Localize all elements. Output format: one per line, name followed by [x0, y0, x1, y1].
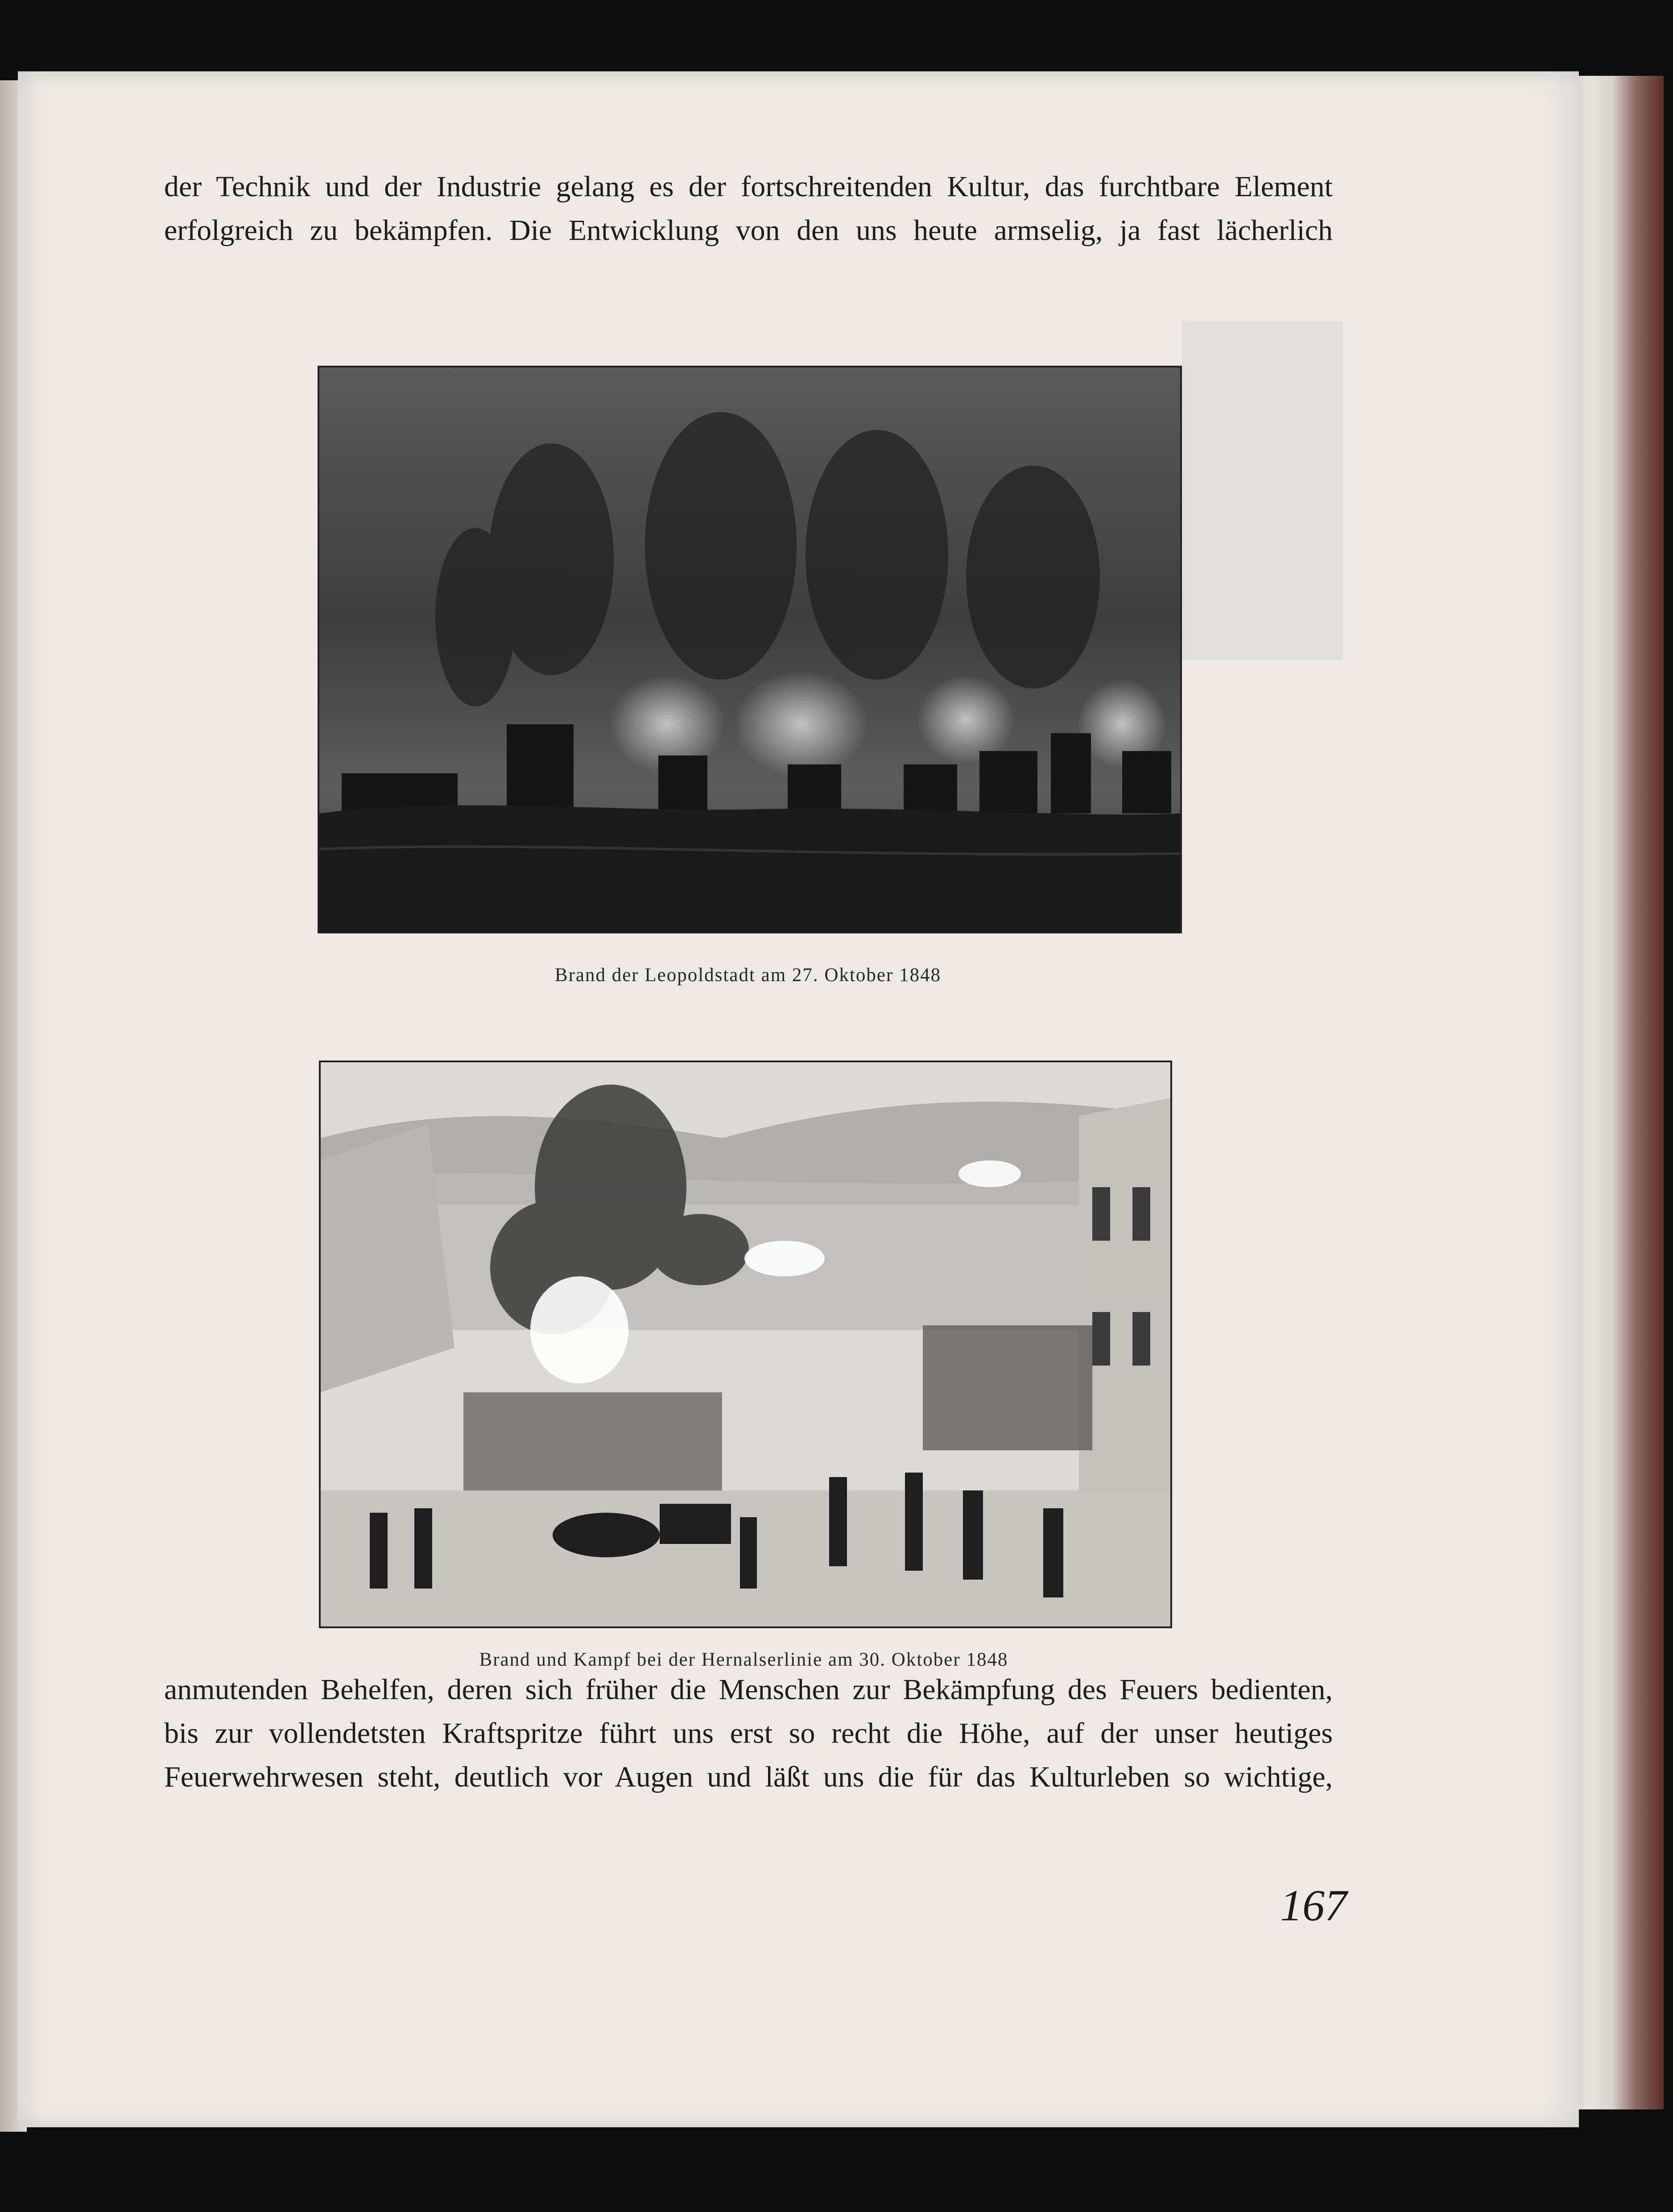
scan-artifact	[1182, 321, 1343, 660]
illustration-leopoldstadt-fire	[318, 366, 1182, 933]
book-page-edges	[1570, 76, 1664, 2109]
text-line: erfolgreich zu bekämpfen. Die Entwicklung von den uns heute armselig, ja fast lächerlich	[164, 214, 1333, 247]
top-paragraph	[164, 165, 1333, 252]
text-line: anmutenden Behelfen, deren sich früher die Menschen zur Bekämpfung des Feuers bedienten,	[164, 1673, 1333, 1706]
figure-caption: Brand der Leopoldstadt am 27. Oktober 1848	[554, 965, 942, 986]
page-number: 167	[1280, 1881, 1347, 1930]
figure-caption: Brand und Kampf bei der Hernalserlinie am 30. Oktober 1848	[479, 1649, 1008, 1670]
text-line: Feuerwehrwesen steht, deutlich vor Augen und läßt uns die für das Kulturleben so wichtige,	[164, 1761, 1333, 1793]
text-line: bis zur vollendetsten Kraftspritze führt uns erst so recht die Höhe, auf der unser heutiges	[164, 1717, 1333, 1750]
illustration-hernalserlinie-battle	[319, 1061, 1172, 1628]
text-line: der Technik und der Industrie gelang es der fortschreitenden Kultur, das furchtbare Element	[164, 170, 1333, 203]
bottom-paragraph	[164, 1668, 1333, 1799]
